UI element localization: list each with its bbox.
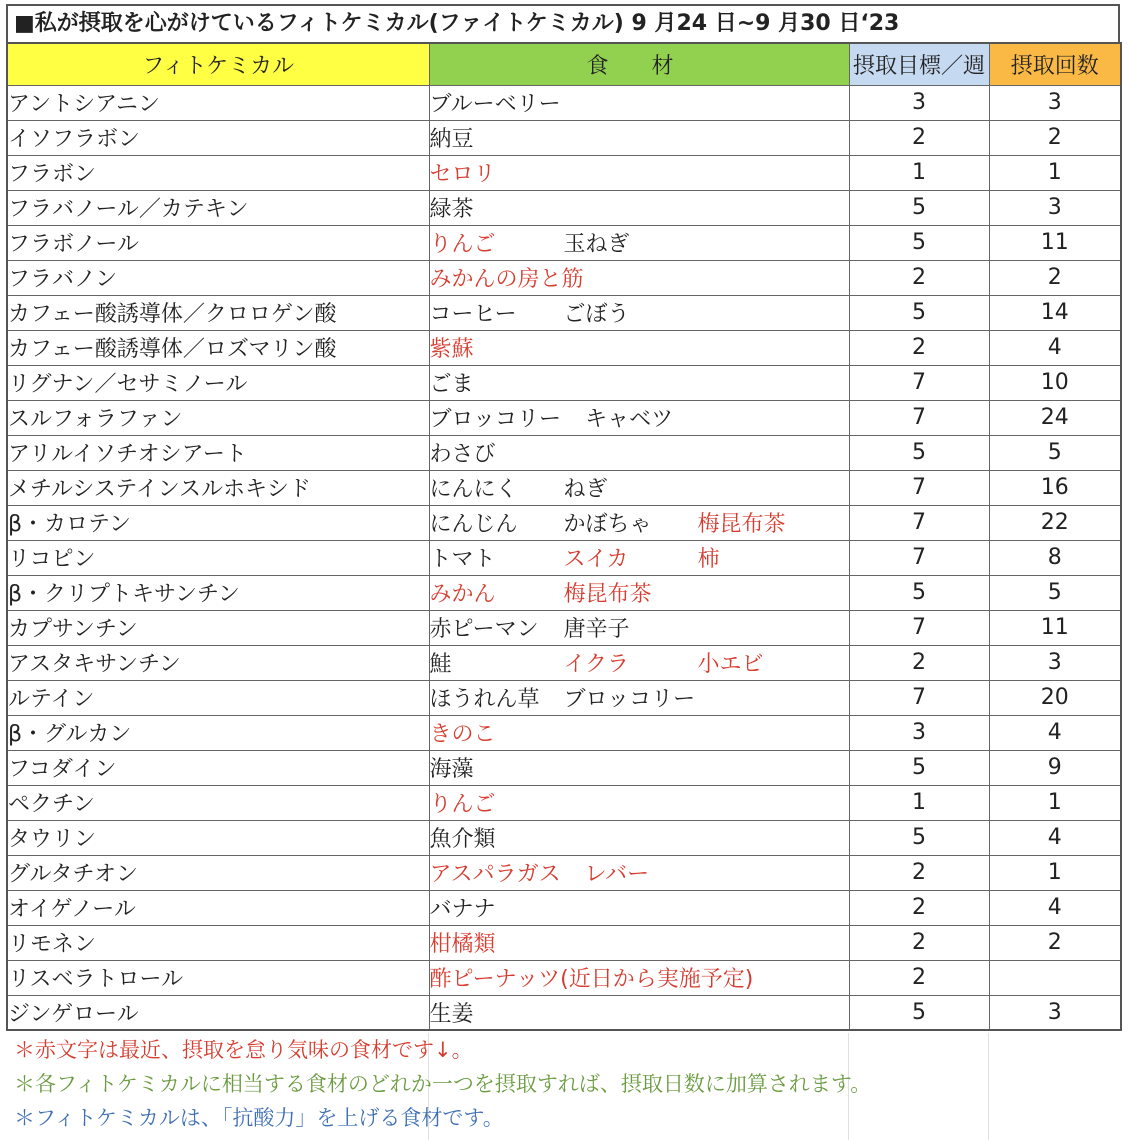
food-item: レバー [584,862,650,887]
weekly-target: 5 [849,575,989,610]
food-cell [429,925,849,960]
food-item: 柿 [697,547,720,572]
phytochemical-name: カプサンチン [7,610,429,645]
intake-count: 24 [989,400,1121,435]
food-cell [429,260,849,295]
intake-count: 16 [989,470,1121,505]
weekly-target: 7 [849,365,989,400]
food-item: みかん [429,582,496,607]
food-item: 唐辛子 [563,617,630,642]
food-item: スイカ [563,547,629,572]
table-row [7,610,1121,645]
food-item: アスパラガス [429,862,561,887]
intake-count: 1 [989,855,1121,890]
food-item: 酢ピーナッツ(近日から実施予定) [429,967,754,992]
weekly-target: 3 [849,85,989,120]
phytochemical-name: リスベラトロール [7,960,429,995]
phytochemical-name: オイゲノール [7,890,429,925]
phytochemical-name: リコピン [7,540,429,575]
phytochemical-name: タウリン [7,820,429,855]
sheet-title: ■私が摂取を心がけているフィトケミカル(ファイトケミカル) 9 月24 日~9 月30 日‘23 [6,4,1120,42]
table-row [7,470,1121,505]
phytochemical-name: グルタチオン [7,855,429,890]
food-item: わさび [429,442,496,467]
phytochemical-name: フコダイン [7,750,429,785]
food-item: みかんの房と筋 [429,267,584,292]
table-row [7,330,1121,365]
food-item: 柑橘類 [429,932,496,957]
weekly-target: 2 [849,925,989,960]
food-item: 玉ねぎ [563,232,630,257]
food-item: 梅昆布茶 [697,512,786,537]
weekly-target: 1 [849,155,989,190]
intake-count: 8 [989,540,1121,575]
weekly-target: 5 [849,225,989,260]
food-item: ブロッコリー [429,407,562,432]
intake-count: 5 [989,575,1121,610]
phytochemical-name: イソフラボン [7,120,429,155]
food-cell [429,820,849,855]
food-cell [429,750,849,785]
food-cell [429,610,849,645]
table-row [7,190,1121,225]
weekly-target: 7 [849,610,989,645]
food-cell [429,330,849,365]
weekly-target: 7 [849,540,989,575]
food-item: 生姜 [429,1001,474,1027]
weekly-target: 1 [849,785,989,820]
note-red-text: ＊赤文字は最近、摂取を怠り気味の食材です↓。 [14,1038,473,1062]
notes [6,1033,1120,1135]
intake-count: 2 [989,120,1121,155]
food-cell [429,505,849,540]
intake-count: 2 [989,260,1121,295]
phytochemical-name: メチルシステインスルホキシド [7,470,429,505]
weekly-target: 3 [849,715,989,750]
weekly-target: 2 [849,855,989,890]
food-cell [429,855,849,890]
phytochemical-name: アリルイソチオシアート [7,435,429,470]
weekly-target: 7 [849,680,989,715]
intake-count: 11 [989,610,1121,645]
intake-count: 11 [989,225,1121,260]
table-row [7,435,1121,470]
table-row [7,750,1121,785]
food-cell [429,400,849,435]
phytochemical-name: フラバノン [7,260,429,295]
food-item: ブロッコリー [563,687,696,712]
food-item: コーヒー [429,302,517,327]
header-weekly-target: 摂取目標／週 [849,43,989,85]
phytochemical-name: ペクチン [7,785,429,820]
phytochemical-table [6,42,1122,1031]
food-item: 小エビ [697,652,764,677]
intake-count: 3 [989,85,1121,120]
food-item: にんじん [429,512,518,537]
weekly-target: 2 [849,960,989,995]
phytochemical-name: カフェー酸誘導体／クロロゲン酸 [7,295,429,330]
weekly-target: 5 [849,750,989,785]
food-item: 海藻 [429,757,474,782]
phytochemical-name: リモネン [7,925,429,960]
food-item: ほうれん草 [429,687,540,712]
phytochemical-name: β・グルカン [7,715,429,750]
food-cell [429,190,849,225]
phytochemical-name: フラボン [7,155,429,190]
header-row [7,43,1121,85]
weekly-target: 2 [849,120,989,155]
table-row [7,120,1121,155]
phytochemical-name: リグナン／セサミノール [7,365,429,400]
food-item: キャベツ [585,407,674,432]
weekly-target: 7 [849,470,989,505]
header-phytochemical: フィトケミカル [7,43,429,85]
food-item: ごま [429,372,474,397]
food-cell [429,85,849,120]
table-row [7,680,1121,715]
intake-count: 10 [989,365,1121,400]
intake-count: 1 [989,155,1121,190]
phytochemical-name: ジンゲロール [7,995,429,1030]
food-item: イクラ [563,652,630,677]
intake-count: 20 [989,680,1121,715]
food-cell [429,470,849,505]
food-item: かぼちゃ [563,512,652,537]
phytochemical-name: アントシアニン [7,85,429,120]
food-item: 赤ピーマン [429,617,539,642]
food-cell [429,645,849,680]
table-row [7,855,1121,890]
food-item: にんにく [429,477,518,502]
food-cell [429,120,849,155]
weekly-target: 2 [849,260,989,295]
table-row [7,260,1121,295]
food-cell [429,540,849,575]
food-cell [429,435,849,470]
header-intake-count: 摂取回数 [989,43,1121,85]
table-row [7,85,1121,120]
note-counting-rule: ＊各フィトケミカルに相当する食材のどれか一つを摂取すれば、摂取日数に加算されます。 [14,1072,872,1096]
intake-count: 5 [989,435,1121,470]
food-cell [429,155,849,190]
table-row [7,995,1121,1030]
food-item: りんご [429,232,496,257]
header-food: 食 材 [429,43,849,85]
food-cell [429,225,849,260]
intake-count: 2 [989,925,1121,960]
food-cell [429,960,849,995]
food-item: トマト [429,547,496,572]
food-item: きのこ [429,722,496,747]
table-row [7,365,1121,400]
intake-count: 3 [989,645,1121,680]
food-item: 梅昆布茶 [563,582,652,607]
table-row [7,505,1121,540]
phytochemical-name: カフェー酸誘導体／ロズマリン酸 [7,330,429,365]
weekly-target: 2 [849,890,989,925]
food-cell [429,680,849,715]
table-row [7,890,1121,925]
intake-count: 4 [989,820,1121,855]
table-row [7,540,1121,575]
table-row [7,715,1121,750]
weekly-target: 7 [849,505,989,540]
food-cell [429,575,849,610]
phytochemical-name: β・クリプトキサンチン [7,575,429,610]
food-item: ねぎ [563,477,608,502]
food-cell [429,890,849,925]
table-row [7,575,1121,610]
food-item: 納豆 [429,127,474,152]
table-row [7,295,1121,330]
weekly-target: 7 [849,400,989,435]
intake-count: 3 [989,190,1121,225]
intake-count [989,960,1121,995]
weekly-target: 5 [849,190,989,225]
food-cell [429,995,849,1030]
intake-count: 4 [989,890,1121,925]
phytochemical-name: β・カロテン [7,505,429,540]
food-item: 緑茶 [429,197,474,222]
table-row [7,925,1121,960]
food-cell [429,295,849,330]
intake-count: 4 [989,715,1121,750]
intake-count: 4 [989,330,1121,365]
phytochemical-name: スルフォラファン [7,400,429,435]
table-row [7,225,1121,260]
weekly-target: 2 [849,330,989,365]
food-item: 紫蘇 [429,337,474,362]
food-item: 魚介類 [429,827,496,852]
phytochemical-name: ルテイン [7,680,429,715]
table-row [7,645,1121,680]
note-antioxidant: ＊フィトケミカルは、「抗酸力」を上げる食材です。 [14,1106,504,1130]
intake-count: 14 [989,295,1121,330]
intake-count: 1 [989,785,1121,820]
weekly-target: 5 [849,295,989,330]
food-cell [429,365,849,400]
table-row [7,960,1121,995]
food-item: ごぼう [563,302,630,327]
intake-count: 3 [989,995,1121,1030]
weekly-target: 5 [849,435,989,470]
food-item: セロリ [429,162,496,187]
weekly-target: 5 [849,820,989,855]
phytochemical-name: フラボノール [7,225,429,260]
intake-count: 22 [989,505,1121,540]
intake-count: 9 [989,750,1121,785]
table-row [7,155,1121,190]
food-item: バナナ [429,897,496,922]
food-item: ブルーベリー [429,92,561,117]
phytochemical-name: アスタキサンチン [7,645,429,680]
weekly-target: 5 [849,995,989,1030]
food-item: りんご [429,792,496,817]
weekly-target: 2 [849,645,989,680]
table-row [7,820,1121,855]
table-row [7,400,1121,435]
food-cell [429,715,849,750]
food-item: 鮭 [429,652,452,677]
table-row [7,785,1121,820]
phytochemical-name: フラバノール／カテキン [7,190,429,225]
food-cell [429,785,849,820]
